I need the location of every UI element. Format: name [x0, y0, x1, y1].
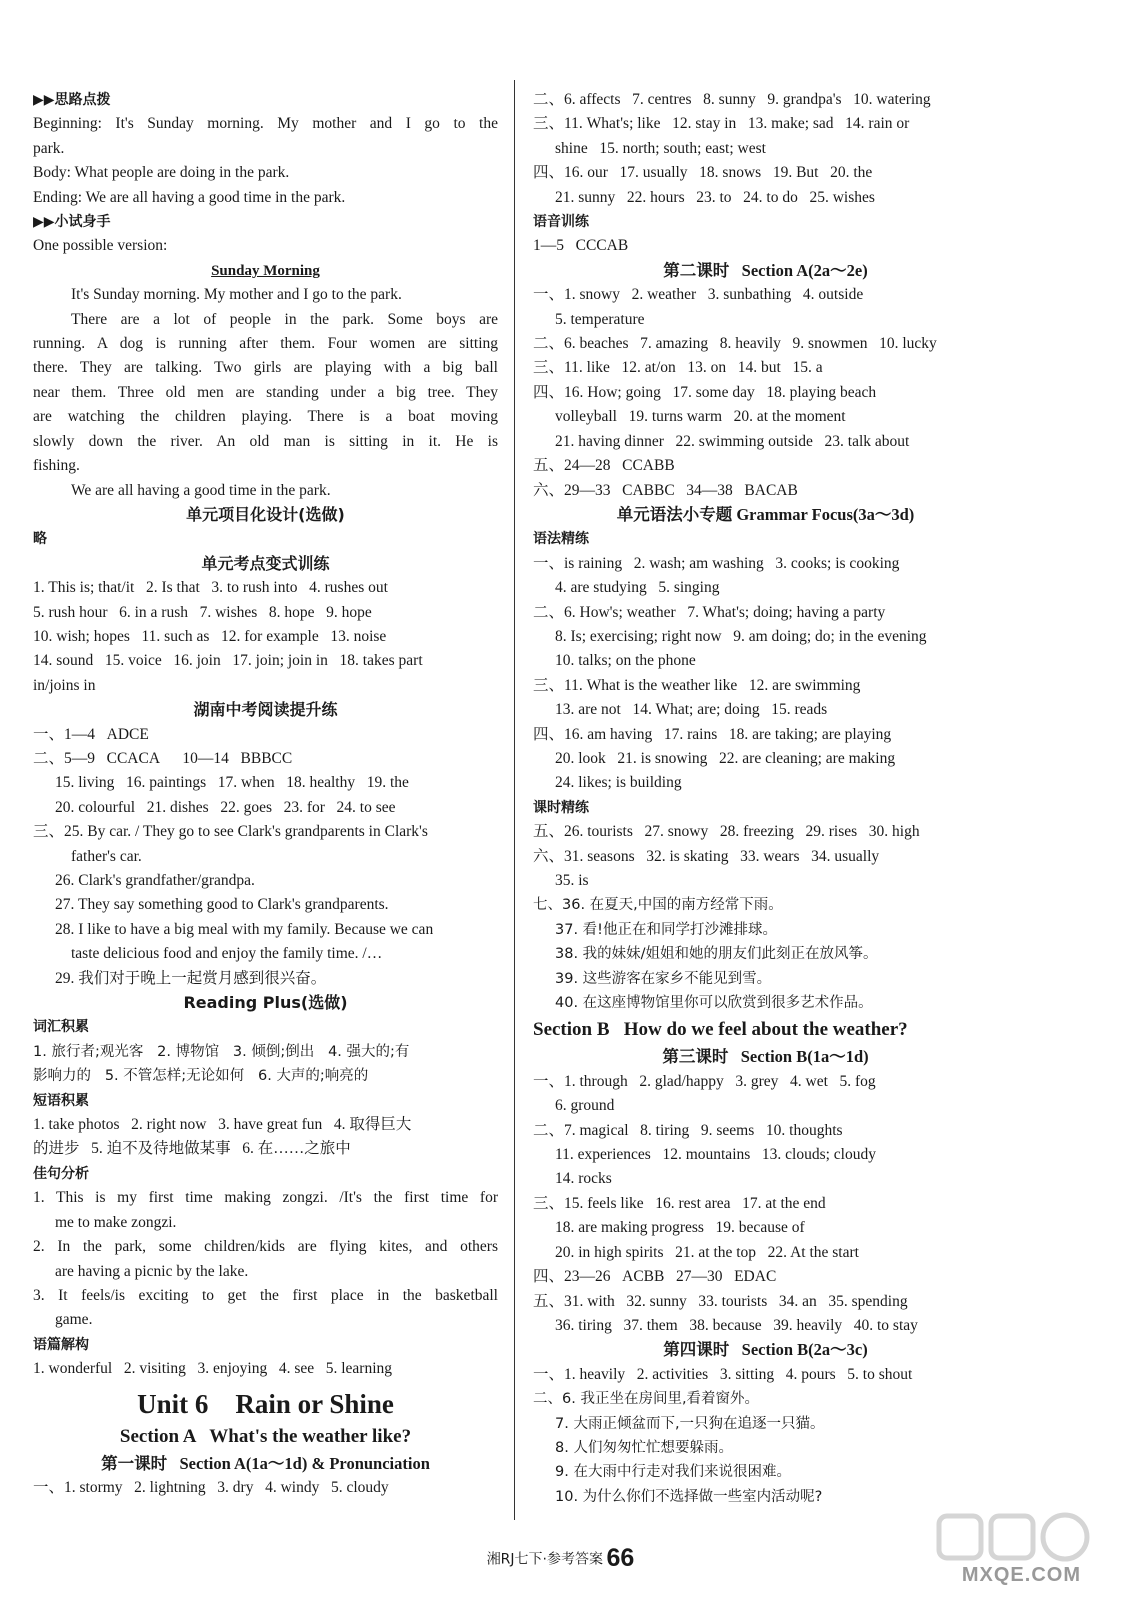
- right-line: 语音训练: [533, 214, 589, 231]
- left-line: One possible version:: [33, 237, 168, 255]
- left-line: 一、1. stormy 2. lightning 3. dry 4. windy 5. cloudy: [33, 1478, 389, 1496]
- right-line: 18. are making progress 19. because of: [555, 1219, 805, 1237]
- right-line: 三、11. like 12. at/on 13. on 14. but 15. a: [533, 359, 823, 377]
- left-line: fishing.: [33, 457, 80, 475]
- left-line: Body: What people are doing in the park.: [33, 164, 290, 182]
- left-line: 15. living 16. paintings 17. when 18. healthy 19. the: [55, 774, 409, 792]
- right-column: [533, 88, 998, 1509]
- right-line: 二、6. 我正坐在房间里,看着窗外。: [533, 1391, 760, 1408]
- right-line: 14. rocks: [555, 1170, 612, 1188]
- left-line: slowly down the river. An old man is sitting in it. He is: [33, 432, 498, 450]
- left-line: 三、25. By car. / They go to see Clark's grandparents in Clark's: [33, 823, 428, 841]
- left-line: 2. In the park, some children/kids are flying kites, and others: [33, 1238, 498, 1256]
- right-line: 5. temperature: [555, 310, 645, 328]
- right-line: 13. are not 14. What; are; doing 15. reads: [555, 701, 828, 719]
- right-line: 二、7. magical 8. tiring 9. seems 10. thoughts: [533, 1121, 843, 1139]
- left-line: 14. sound 15. voice 16. join 17. join; join in 18. takes part: [33, 652, 423, 670]
- left-line: taste delicious food and enjoy the family time. /…: [71, 945, 383, 963]
- left-line: 29. 我们对于晚上一起赏月感到很兴奋。: [55, 969, 327, 987]
- right-line: 单元语法小专题 Grammar Focus(3a～3d): [616, 504, 915, 524]
- left-line: 湖南中考阅读提升练: [193, 700, 338, 720]
- right-line: 第三课时 Section B(1a～1d): [662, 1047, 869, 1067]
- left-line: game.: [55, 1311, 93, 1329]
- right-line: 第四课时 Section B(2a～3c): [663, 1340, 868, 1360]
- right-line: 40. 在这座博物馆里你可以欣赏到很多艺术作品。: [555, 995, 873, 1012]
- right-line: shine 15. north; south; east; west: [555, 139, 766, 157]
- left-line: 5. rush hour 6. in a rush 7. wishes 8. hope 9. hope: [33, 603, 372, 621]
- right-line: 10. talks; on the phone: [555, 652, 696, 670]
- left-line: 3. It feels/is exciting to get the first place in the basketball: [33, 1286, 498, 1304]
- right-line: 20. in high spirits 21. at the top 22. At the start: [555, 1243, 859, 1261]
- left-line: ▶▶思路点拨: [33, 92, 111, 108]
- footer-text: 湘RJ七下·参考答案: [486, 1551, 603, 1568]
- right-line: 21. having dinner 22. swimming outside 23. talk about: [555, 432, 910, 450]
- watermark-text: MXQE.COM: [961, 1564, 1081, 1586]
- right-line: 6. ground: [555, 1097, 615, 1115]
- right-line: 9. 在大雨中行走对我们来说很困难。: [555, 1464, 791, 1481]
- right-line: volleyball 19. turns warm 20. at the moment: [555, 408, 846, 426]
- right-line: 21. sunny 22. hours 23. to 24. to do 25. wishes: [555, 188, 875, 206]
- right-line: 五、26. tourists 27. snowy 28. freezing 29. rises 30. high: [533, 823, 920, 841]
- left-line: 佳句分析: [33, 1165, 89, 1182]
- left-line: are watching the children playing. There is a boat moving: [33, 408, 498, 426]
- left-line: near them. Three old men are standing under a big tree. They: [33, 383, 498, 401]
- left-line: 略: [33, 531, 47, 548]
- left-line: There are a lot of people in the park. Some boys are: [71, 310, 498, 328]
- left-line: 一、1—4 ADCE: [33, 725, 149, 743]
- left-line: 28. I like to have a big meal with my family. Because we can: [55, 920, 434, 938]
- column-divider: [514, 80, 515, 1520]
- right-line: 一、is raining 2. wash; am washing 3. cooks; is cooking: [533, 554, 900, 572]
- right-line: 四、16. How; going 17. some day 18. playing beach: [533, 383, 877, 401]
- right-line: 三、11. What is the weather like 12. are swimming: [533, 676, 861, 694]
- right-line: 三、15. feels like 16. rest area 17. at the end: [533, 1194, 826, 1212]
- left-line: 单元项目化设计(选做): [186, 504, 345, 524]
- left-line: 的进步 5. 迫不及待地做某事 6. 在……之旅中: [33, 1140, 351, 1158]
- right-line: 二、6. beaches 7. amazing 8. heavily 9. snowmen 10. lucky: [533, 335, 937, 353]
- left-line: 27. They say something good to Clark's grandparents.: [55, 896, 389, 914]
- left-line: ▶▶小试身手: [33, 214, 111, 231]
- right-line: 一、1. heavily 2. activities 3. sitting 4. pours 5. to shout: [533, 1365, 913, 1383]
- right-line: 五、24—28 CCABB: [533, 457, 675, 475]
- right-line: 4. are studying 5. singing: [555, 579, 720, 597]
- right-line: 36. tiring 37. them 38. because 39. heavily 40. to stay: [555, 1316, 918, 1334]
- left-line: running. A dog is running after them. Four women are sitting: [33, 335, 498, 353]
- left-line: We are all having a good time in the park.: [71, 481, 331, 499]
- left-line: are having a picnic by the lake.: [55, 1262, 249, 1280]
- right-line: 四、16. our 17. usually 18. snows 19. But 20. the: [533, 164, 873, 182]
- left-line: 26. Clark's grandfather/grandpa.: [55, 872, 255, 889]
- left-line: 1. wonderful 2. visiting 3. enjoying 4. see 5. learning: [33, 1360, 393, 1378]
- page-number: 66: [606, 1544, 635, 1572]
- left-line: park.: [33, 139, 65, 157]
- right-line: 24. likes; is building: [555, 774, 682, 792]
- right-line: 四、23—26 ACBB 27—30 EDAC: [533, 1268, 777, 1286]
- right-line: 8. Is; exercising; right now 9. am doing; do; in the evening: [555, 627, 927, 645]
- left-line: Sunday Morning: [211, 262, 320, 279]
- left-line: 短语积累: [33, 1092, 89, 1109]
- left-line: in/joins in: [33, 676, 96, 694]
- right-line: 1—5 CCCAB: [533, 237, 629, 255]
- right-line: 8. 人们匆匆忙忙想要躲雨。: [555, 1439, 733, 1456]
- right-line: 语法精练: [533, 531, 589, 548]
- left-line: 第一课时 Section A(1a～1d) & Pronunciation: [101, 1453, 430, 1473]
- left-line: 语篇解构: [33, 1336, 89, 1353]
- right-line: Section B How do we feel about the weather?: [533, 1019, 908, 1041]
- right-line: 五、31. with 32. sunny 33. tourists 34. an 35. spending: [533, 1292, 908, 1310]
- right-line: 课时精练: [533, 799, 589, 816]
- left-line: 1. This is my first time making zongzi. /It's the first time for: [33, 1189, 498, 1207]
- left-line: It's Sunday morning. My mother and I go to the park.: [71, 286, 402, 304]
- left-line: 1. 旅行者;观光客 2. 博物馆 3. 倾倒;倒出 4. 强大的;有: [33, 1043, 410, 1060]
- left-line: Section A What's the weather like?: [119, 1425, 412, 1447]
- right-line: 37. 看!他正在和同学打沙滩排球。: [555, 921, 777, 938]
- left-line: Ending: We are all having a good time in the park.: [33, 188, 346, 206]
- right-line: 第二课时 Section A(2a～2e): [663, 260, 868, 280]
- left-line: Beginning: It's Sunday morning. My mother and I go to the: [33, 115, 498, 133]
- left-line: there. They are talking. Two girls are playing with a big ball: [33, 359, 498, 377]
- right-line: 20. look 21. is snowing 22. are cleaning; are making: [555, 749, 896, 767]
- left-line: 1. take photos 2. right now 3. have great fun 4. 取得巨大: [33, 1116, 412, 1134]
- right-line: 七、36. 在夏天,中国的南方经常下雨。: [533, 897, 783, 914]
- right-line: 六、31. seasons 32. is skating 33. wears 34. usually: [533, 847, 880, 865]
- left-line: 单元考点变式训练: [201, 553, 330, 573]
- left-line: 20. colourful 21. dishes 22. goes 23. for 24. to see: [55, 798, 396, 816]
- left-line: father's car.: [71, 847, 142, 865]
- right-line: 35. is: [555, 872, 589, 889]
- left-line: Reading Plus(选做): [183, 993, 348, 1013]
- right-line: 10. 为什么你们不选择做一些室内活动呢?: [555, 1488, 823, 1505]
- left-line: 影响力的 5. 不管怎样;无论如何 6. 大声的;响亮的: [33, 1068, 369, 1085]
- right-line: 三、11. What's; like 12. stay in 13. make; sad 14. rain or: [533, 115, 910, 133]
- left-line: Unit 6 Rain or Shine: [137, 1388, 394, 1419]
- right-line: 二、6. How's; weather 7. What's; doing; having a party: [533, 603, 886, 621]
- left-line: me to make zongzi.: [55, 1213, 177, 1231]
- right-line: 二、6. affects 7. centres 8. sunny 9. grandpa's 10. watering: [533, 91, 931, 108]
- right-line: 六、29—33 CABBC 34—38 BACAB: [533, 481, 798, 499]
- right-line: 一、1. through 2. glad/happy 3. grey 4. wet 5. fog: [533, 1072, 876, 1090]
- left-column: [33, 88, 498, 1500]
- right-line: 38. 我的妹妹/姐姐和她的朋友们此刻正在放风筝。: [555, 946, 878, 963]
- left-line: 1. This is; that/it 2. Is that 3. to rush into 4. rushes out: [33, 579, 388, 597]
- right-line: 四、16. am having 17. rains 18. are taking; are playing: [533, 725, 892, 743]
- right-line: 39. 这些游客在家乡不能见到雪。: [555, 970, 772, 987]
- right-line: 一、1. snowy 2. weather 3. sunbathing 4. outside: [533, 286, 864, 304]
- left-line: 词汇积累: [33, 1019, 89, 1036]
- left-line: 二、5—9 CCACA 10—14 BBBCC: [33, 749, 293, 767]
- left-line: 10. wish; hopes 11. such as 12. for example 13. noise: [33, 627, 387, 645]
- right-line: 11. experiences 12. mountains 13. clouds; cloudy: [555, 1146, 876, 1164]
- right-line: 7. 大雨正倾盆而下,一只狗在追逐一只猫。: [555, 1415, 825, 1432]
